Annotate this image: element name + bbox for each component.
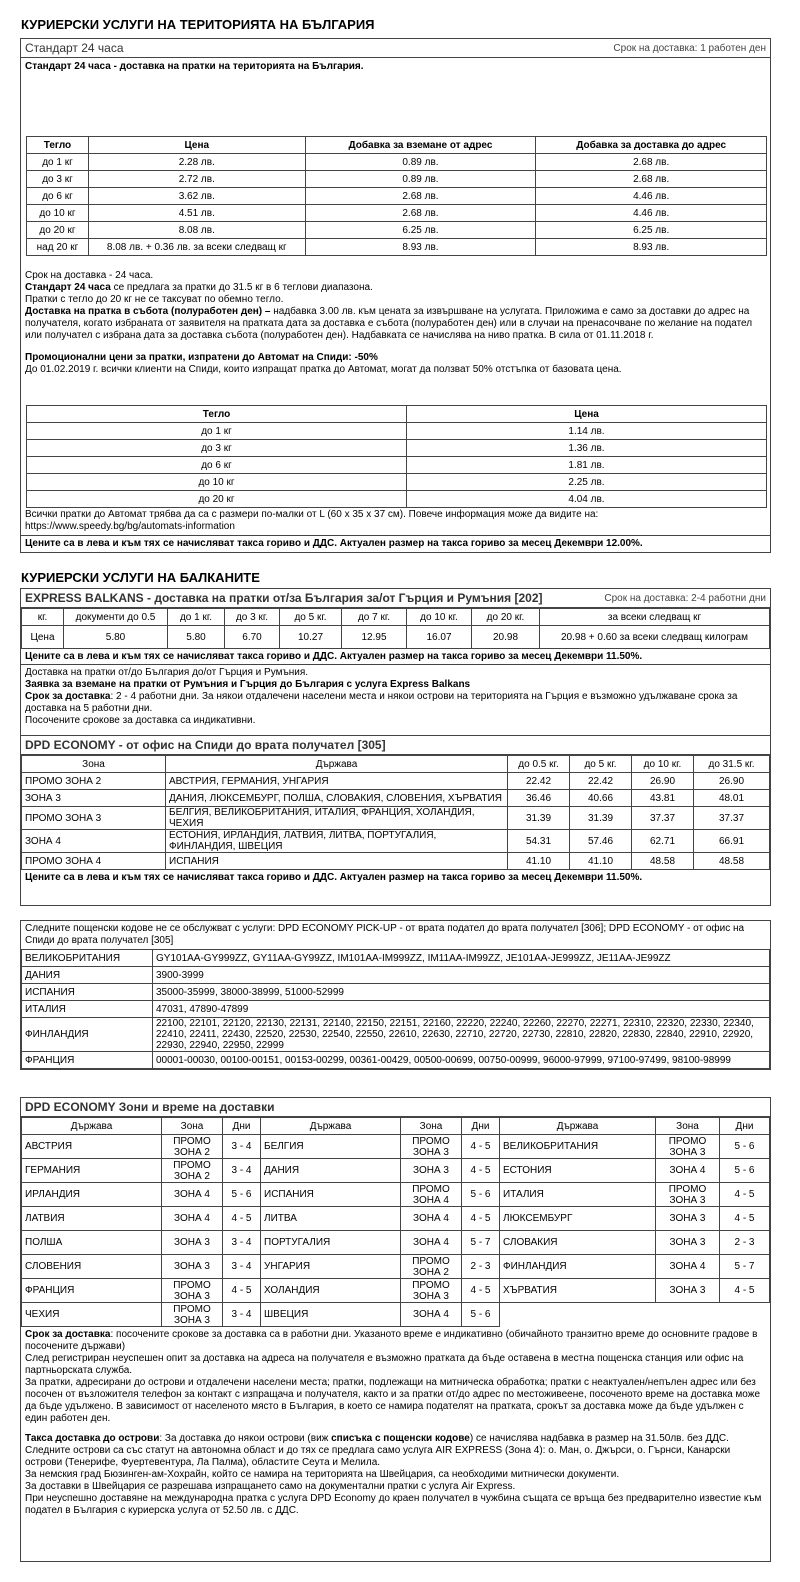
table-cell: ПРОМО ЗОНА 3: [162, 1303, 223, 1327]
table-header-row: [22, 1118, 770, 1135]
table-cell: 5 - 6: [462, 1303, 500, 1327]
table-cell: ХЪРВАТИЯ: [500, 1279, 656, 1303]
table-cell: ЛАТВИЯ: [22, 1207, 162, 1231]
table-cell: 2.68 лв.: [305, 205, 536, 222]
table-cell: 36.46: [508, 790, 570, 807]
table-cell: ЗОНА 3: [401, 1159, 462, 1183]
table-cell: 31.39: [508, 807, 570, 830]
table-cell: 2.68 лв.: [536, 171, 767, 188]
table-cell: 31.39: [570, 807, 632, 830]
promo-title: Промоционални цени за пратки, изпратени до Автомат на Спиди: -50%: [25, 352, 378, 363]
table-cell: 4 - 5: [720, 1279, 770, 1303]
automats-link[interactable]: https://www.speedy.bg/bg/automats-information: [25, 521, 235, 532]
column-header: Тегло: [27, 406, 407, 423]
table-cell: ЗОНА 3: [656, 1279, 720, 1303]
column-header: Държава: [22, 1118, 162, 1135]
table-header-row: [22, 756, 770, 773]
table-row: [27, 222, 767, 239]
table-cell: 2.72 лв.: [88, 171, 305, 188]
table-cell: 6.25 лв.: [305, 222, 536, 239]
column-header: до 5 кг.: [280, 609, 342, 626]
table-cell: 2.28 лв.: [88, 154, 305, 171]
table-cell: Цена: [22, 626, 64, 649]
excluded-intro: Следните пощенски кодове не се обслужват с услуги: DPD ECONOMY PICK-UP - от врата подател до врата получател [306]; DPD ECONOMY - от офис на Спиди до врата получател [305]: [25, 923, 745, 946]
column-header: документи до 0.5: [64, 609, 168, 626]
table-cell: ВЕЛИКОБРИТАНИЯ: [22, 950, 153, 967]
table-cell: ИСПАНИЯ: [261, 1183, 401, 1207]
table-cell: над 20 кг: [27, 239, 89, 256]
column-header: Държава: [166, 756, 508, 773]
table-cell: ЗОНА 4: [162, 1183, 223, 1207]
eb-delivery-term: Срок на доставка: 2-4 работни дни: [604, 592, 766, 604]
table-cell: ЛИТВА: [261, 1207, 401, 1231]
table-row: [22, 1135, 770, 1159]
table-cell: ПОЛША: [22, 1231, 162, 1255]
table-cell: до 1 кг: [27, 423, 407, 440]
column-header: до 5 кг.: [570, 756, 632, 773]
table-cell: до 6 кг: [27, 188, 89, 205]
table-cell: ПРОМО ЗОНА 3: [656, 1135, 720, 1159]
de-title: DPD ECONOMY - от офис на Спиди до врата получател [305]: [25, 738, 386, 752]
table-cell: 47031, 47890-47899: [153, 1001, 770, 1018]
column-header: Цена: [88, 137, 305, 154]
table-row: [22, 967, 770, 984]
table-cell: ЗОНА 4: [401, 1231, 462, 1255]
table-cell: 1.81 лв.: [407, 457, 767, 474]
table-row: [22, 853, 770, 870]
table-cell: ПРОМО ЗОНА 2: [22, 773, 166, 790]
section-title-bulgaria: КУРИЕРСКИ УСЛУГИ НА ТЕРИТОРИЯТА НА БЪЛГАРИЯ: [21, 17, 375, 32]
table-cell: 1.36 лв.: [407, 440, 767, 457]
table-cell: 4 - 5: [720, 1207, 770, 1231]
table-row: [22, 1231, 770, 1255]
table-cell: 5 - 6: [223, 1183, 261, 1207]
table-cell: 8.93 лв.: [536, 239, 767, 256]
table-cell: ФИНЛАНДИЯ: [22, 1018, 153, 1052]
table-cell: до 3 кг: [27, 440, 407, 457]
express-balkans-table: [21, 608, 770, 649]
eb-title: EXPRESS BALKANS - доставка на пратки от/за България за/от Гърция и Румъния [202]: [25, 591, 543, 605]
table-cell: 48.01: [694, 790, 770, 807]
table-cell: 4 - 5: [223, 1279, 261, 1303]
table-header-row: [27, 406, 767, 423]
zones-title: DPD ECONOMY Зони и време на доставки: [25, 1100, 275, 1114]
table-cell: ПОРТУГАЛИЯ: [261, 1231, 401, 1255]
note-line: Срок на доставка - 24 часа.: [25, 270, 154, 281]
table-cell: ВЕЛИКОБРИТАНИЯ: [500, 1135, 656, 1159]
table-cell: 20.98: [472, 626, 540, 649]
zones-notes: Срок за доставка: посочените срокове за доставка са в работни дни. Указаното време е индикативно (обичайното транзитно време до основните градове в посочените държави) След регистриран неуспешен опит за доставка на адреса на получателя е възможно пратката да бъде оставена в местна пощенска станция или офис на партньорската служба. За пратки, адресирани до острови и отдалечени населени места; пратки, подлежащи на митническа обработка; пратки с неактуален/непълен адрес или без посочен от възложителя телефон за контакт с изпращача и получателя, както и за пратки от/до адрес по местоживеене, посоченото време на доставка може да бъде удължено. В зависимост от населеното място в България, в което се намира подателят на пратката, срокът за доставка може да бъде удължен с един работен ден. Такса доставка до острови: За доставка до някои острови (виж списъка с пощенски кодове) се начислява надбавка в размер на 31.50лв. без ДДС. Следните острови са със статут на автономна област и до тях се предлага само услуга AIR EXPRESS (Зона 4): о. Ман, о. Джърси, о. Гърнси, Канарски острови (Тенерифе, Фуертевентура, Ла Палма), областите Сеута и Мелила. За немския град Бюзинген-ам-Хохрайн, който се намира на територията на Швейцария, са необходими митнически документи. За доставки в Швейцария се разрешава изпращането само на документални пратки с услуга Air Express. При неуспешно доставяне на международна пратка с услуга DPD Economy до краен получател в чужбина същата се връща без предварително известие към подател в България с куриерска услуга от 52.50 лв. с ДДС.: [25, 1329, 762, 1516]
column-header: Дни: [462, 1118, 500, 1135]
table-row: [27, 188, 767, 205]
table-cell: 16.07: [407, 626, 472, 649]
table-cell: 00001-00030, 00100-00151, 00153-00299, 00361-00429, 00500-00699, 00750-00999, 96000-97999, 97100-97499, 98100-98999: [153, 1052, 770, 1069]
table-cell: ХОЛАНДИЯ: [261, 1279, 401, 1303]
table-cell: 2 - 3: [462, 1255, 500, 1279]
table-row: [27, 205, 767, 222]
table-cell: 3900-3999: [153, 967, 770, 984]
table-header-row: [27, 137, 767, 154]
table-cell: 5 - 7: [720, 1255, 770, 1279]
table-cell: ЗОНА 3: [656, 1207, 720, 1231]
table-cell: ПРОМО ЗОНА 3: [22, 807, 166, 830]
table-row: [22, 1159, 770, 1183]
table-cell: 48.58: [632, 853, 694, 870]
table-cell: 4 - 5: [720, 1183, 770, 1207]
table-cell: 4 - 5: [462, 1159, 500, 1183]
table-cell: ЗОНА 3: [22, 790, 166, 807]
table-row: [22, 807, 770, 830]
excluded-postcodes-table: [21, 949, 770, 1069]
table-cell: 54.31: [508, 830, 570, 853]
table-cell: ФИНЛАНДИЯ: [500, 1255, 656, 1279]
table-cell: 0.89 лв.: [305, 171, 536, 188]
table-cell: ПРОМО ЗОНА 3: [656, 1183, 720, 1207]
standard-24-box: [20, 38, 771, 553]
table-cell: 20.98 + 0.60 за всеки следващ килограм: [540, 626, 770, 649]
column-header: Зона: [401, 1118, 462, 1135]
column-header: Дни: [223, 1118, 261, 1135]
table-row: [22, 984, 770, 1001]
table-row: [22, 773, 770, 790]
express-balkans-header: [21, 589, 770, 608]
table-cell: 4 - 5: [462, 1207, 500, 1231]
table-cell: СЛОВАКИЯ: [500, 1231, 656, 1255]
table-cell: 5 - 6: [462, 1183, 500, 1207]
table-row: [22, 1255, 770, 1279]
standard-24-notes: [21, 268, 774, 378]
table-cell: до 1 кг: [27, 154, 89, 171]
table-cell: ПРОМО ЗОНА 3: [401, 1279, 462, 1303]
dpd-zones-box: [20, 1097, 771, 1562]
table-cell: 1.14 лв.: [407, 423, 767, 440]
table-row: [27, 154, 767, 171]
table-row: [22, 1183, 770, 1207]
column-header: до 10 кг.: [407, 609, 472, 626]
table-row: [27, 239, 767, 256]
table-row: [22, 1001, 770, 1018]
table-cell: ЗОНА 4: [22, 830, 166, 853]
column-header: Дни: [720, 1118, 770, 1135]
column-header: до 0.5 кг.: [508, 756, 570, 773]
table-cell: 4 - 5: [462, 1279, 500, 1303]
table-cell: 8.08 лв. + 0.36 лв. за всеки следващ кг: [88, 239, 305, 256]
standard-24-intro: Стандарт 24 часа - доставка на пратки на територията на България.: [25, 61, 364, 72]
column-header: Зона: [22, 756, 166, 773]
dpd-zones-header: [21, 1098, 770, 1117]
promo-table: [26, 405, 767, 508]
column-header: Държава: [261, 1118, 401, 1135]
table-cell: 41.10: [508, 853, 570, 870]
table-cell: 6.25 лв.: [536, 222, 767, 239]
note-line: Стандарт 24 часа се предлага за пратки до 31.5 кг в 6 теглови диапазона.: [25, 282, 373, 293]
table-cell: до 20 кг: [27, 491, 407, 508]
table-cell: ШВЕЦИЯ: [261, 1303, 401, 1327]
table-cell: до 10 кг: [27, 474, 407, 491]
column-header: за всеки следващ кг: [540, 609, 770, 626]
table-cell: ЗОНА 3: [162, 1255, 223, 1279]
table-cell: 26.90: [632, 773, 694, 790]
table-cell: 40.66: [570, 790, 632, 807]
table-cell: ЗОНА 3: [656, 1231, 720, 1255]
table-cell: 12.95: [342, 626, 407, 649]
table-cell: 22100, 22101, 22120, 22130, 22131, 22140, 22150, 22151, 22160, 22220, 22240, 22260, 22270, 22271, 22310, 22320, 22330, 22340, 22410, 22411, 22430, 22520, 22530, 22540, 22550, 22610, 22630, 22710, 22720, 22730, 22810, 22820, 22830, 22840, 22910, 22920, 22930, 22940, 22950, 22999: [153, 1018, 770, 1052]
table-cell: ИСПАНИЯ: [22, 984, 153, 1001]
table-cell: 5.80: [168, 626, 225, 649]
promo-text: До 01.02.2019 г. всички клиенти на Спиди, които изпращат пратка до Автомат, могат да ползват 50% отстъпка от базовата цена.: [25, 364, 622, 375]
delivery-term: Срок на доставка: 1 работен ден: [613, 42, 766, 54]
note-line: Доставка на пратка в събота (полуработен ден) – надбавка 3.00 лв. към цената за извършване на услугата. Приложима е само за доставки до адрес на получателя, когато избраната от заявителя на пратката дата за доставка е събота (полуработен ден) или в случаи на пренасочване по желание на подател или получател с избрана дата за доставка събота (полуработен ден). Надбавката се начислява на ниво пратка. В сила от 01.11.2018 г.: [25, 306, 753, 341]
table-row: [27, 491, 767, 508]
column-header: до 31.5 кг.: [694, 756, 770, 773]
standard-24-table: [26, 136, 767, 256]
table-header-row: [22, 609, 770, 626]
table-cell: ПРОМО ЗОНА 4: [401, 1183, 462, 1207]
table-cell: ДАНИЯ, ЛЮКСЕМБУРГ, ПОЛША, СЛОВАКИЯ, СЛОВЕНИЯ, ХЪРВАТИЯ: [166, 790, 508, 807]
table-row: [22, 1303, 770, 1327]
table-cell: до 3 кг: [27, 171, 89, 188]
table-cell: 37.37: [632, 807, 694, 830]
table-cell: 48.58: [694, 853, 770, 870]
express-balkans-box: [20, 588, 771, 906]
table-cell: 2.68 лв.: [305, 188, 536, 205]
table-cell: 4.51 лв.: [88, 205, 305, 222]
excluded-postcodes-box: [20, 920, 771, 1070]
column-header: Държава: [500, 1118, 656, 1135]
column-header: до 3 кг.: [225, 609, 280, 626]
table-cell: 4.46 лв.: [536, 205, 767, 222]
table-cell: ЧЕХИЯ: [22, 1303, 162, 1327]
table-cell: АВСТРИЯ: [22, 1135, 162, 1159]
table-cell: ЛЮКСЕМБУРГ: [500, 1207, 656, 1231]
column-header: до 1 кг.: [168, 609, 225, 626]
table-cell: GY101AA-GY999ZZ, GY11AA-GY99ZZ, IM101AA-IM999ZZ, IM11AA-IM99ZZ, JE101AA-JE999ZZ, JE11AA-JE99ZZ: [153, 950, 770, 967]
table-cell: ЕСТОНИЯ, ИРЛАНДИЯ, ЛАТВИЯ, ЛИТВА, ПОРТУГАЛИЯ, ФИНЛАНДИЯ, ШВЕЦИЯ: [166, 830, 508, 853]
box-title: Стандарт 24 часа: [25, 41, 124, 55]
table-cell: ИРЛАНДИЯ: [22, 1183, 162, 1207]
table-cell: ПРОМО ЗОНА 2: [162, 1135, 223, 1159]
table-cell: 3 - 4: [223, 1303, 261, 1327]
table-cell: до 20 кг: [27, 222, 89, 239]
column-header: кг.: [22, 609, 64, 626]
table-cell: 2.68 лв.: [536, 154, 767, 171]
table-cell: 2 - 3: [720, 1231, 770, 1255]
section-title-balkans: КУРИЕРСКИ УСЛУГИ НА БАЛКАНИТЕ: [21, 570, 260, 585]
table-cell: 5.80: [64, 626, 168, 649]
table-cell: 2.25 лв.: [407, 474, 767, 491]
table-cell: [720, 1303, 770, 1327]
table-cell: ПРОМО ЗОНА 2: [162, 1159, 223, 1183]
column-header: до 20 кг.: [472, 609, 540, 626]
table-cell: 22.42: [508, 773, 570, 790]
eb-notes: Доставка на пратки от/до България до/от Гърция и Румъния. Заявка за вземане на пратки от Румъния и Гърция до България с услуга Express Balkans Срок за доставка: 2 - 4 работни дни. За някои отдалечени населени места и някои острови на територията на Гърция е възможно удължаване срока за доставка на 5 работни дни. Посочените срокове за доставка са индикативни.: [21, 664, 770, 735]
table-cell: до 10 кг: [27, 205, 89, 222]
table-cell: 8.08 лв.: [88, 222, 305, 239]
table-row: [27, 423, 767, 440]
table-cell: ЗОНА 4: [656, 1159, 720, 1183]
table-cell: ЗОНА 4: [401, 1207, 462, 1231]
table-row: [22, 626, 770, 649]
table-cell: ПРОМО ЗОНА 3: [162, 1279, 223, 1303]
table-cell: ГЕРМАНИЯ: [22, 1159, 162, 1183]
table-cell: ФРАНЦИЯ: [22, 1052, 153, 1069]
column-header: Добавка за доставка до адрес: [536, 137, 767, 154]
table-cell: ИСПАНИЯ: [166, 853, 508, 870]
dpd-economy-header: [21, 735, 770, 755]
column-header: Зона: [656, 1118, 720, 1135]
table-cell: 4 - 5: [462, 1135, 500, 1159]
table-cell: 0.89 лв.: [305, 154, 536, 171]
table-cell: 8.93 лв.: [305, 239, 536, 256]
table-cell: ЗОНА 4: [401, 1303, 462, 1327]
table-cell: ПРОМО ЗОНА 4: [22, 853, 166, 870]
table-cell: 57.46: [570, 830, 632, 853]
table-cell: ЗОНА 4: [162, 1207, 223, 1231]
table-cell: 10.27: [280, 626, 342, 649]
table-cell: 41.10: [570, 853, 632, 870]
table-cell: ПРОМО ЗОНА 2: [401, 1255, 462, 1279]
table-cell: ИТАЛИЯ: [500, 1183, 656, 1207]
column-header: до 10 кг.: [632, 756, 694, 773]
promo-note: Всички пратки до Автомат трябва да са с размери по-малки от L (60 х 35 х 37 см). Повече информация може да видите на: https://www.speedy.bg/bg/automats-information: [21, 509, 774, 535]
table-cell: ЕСТОНИЯ: [500, 1159, 656, 1183]
table-cell: ЗОНА 3: [162, 1231, 223, 1255]
table-cell: ПРОМО ЗОНА 3: [401, 1135, 462, 1159]
table-row: [27, 474, 767, 491]
zones-table: [21, 1117, 770, 1327]
table-cell: 3 - 4: [223, 1231, 261, 1255]
table-cell: 35000-35999, 38000-38999, 51000-52999: [153, 984, 770, 1001]
fuel-fee-note: Цените са в лева и към тях се начисляват такса гориво и ДДС. Актуален размер на такса гориво за месец Декември 12.00%.: [21, 535, 770, 551]
table-cell: 37.37: [694, 807, 770, 830]
table-cell: [500, 1303, 656, 1327]
column-header: Тегло: [27, 137, 89, 154]
table-row: [27, 440, 767, 457]
table-cell: 5 - 6: [720, 1135, 770, 1159]
table-row: [22, 1018, 770, 1052]
table-cell: 3 - 4: [223, 1159, 261, 1183]
column-header: Зона: [162, 1118, 223, 1135]
table-row: [27, 457, 767, 474]
table-cell: 43.81: [632, 790, 694, 807]
table-cell: ДАНИЯ: [261, 1159, 401, 1183]
table-cell: 3 - 4: [223, 1255, 261, 1279]
table-row: [22, 1279, 770, 1303]
dpd-economy-table: [21, 755, 770, 870]
postcodes-link[interactable]: списъка с пощенски кодове: [331, 1433, 470, 1444]
table-cell: 66.91: [694, 830, 770, 853]
note-line: Пратки с тегло до 20 кг не се таксуват по обемно тегло.: [25, 294, 284, 305]
standard-24-header: [21, 39, 770, 58]
table-cell: 26.90: [694, 773, 770, 790]
table-row: [22, 830, 770, 853]
table-cell: 3 - 4: [223, 1135, 261, 1159]
table-cell: 5 - 7: [462, 1231, 500, 1255]
table-row: [22, 1052, 770, 1069]
table-row: [22, 950, 770, 967]
column-header: до 7 кг.: [342, 609, 407, 626]
table-cell: ЗОНА 4: [656, 1255, 720, 1279]
table-cell: БЕЛГИЯ, ВЕЛИКОБРИТАНИЯ, ИТАЛИЯ, ФРАНЦИЯ, ХОЛАНДИЯ, ЧЕХИЯ: [166, 807, 508, 830]
table-cell: до 6 кг: [27, 457, 407, 474]
table-cell: 4 - 5: [223, 1207, 261, 1231]
table-cell: ДАНИЯ: [22, 967, 153, 984]
column-header: Добавка за вземане от адрес: [305, 137, 536, 154]
table-row: [27, 171, 767, 188]
table-cell: ИТАЛИЯ: [22, 1001, 153, 1018]
table-cell: БЕЛГИЯ: [261, 1135, 401, 1159]
table-row: [22, 790, 770, 807]
eb-fuel-note: Цените са в лева и към тях се начисляват такса гориво и ДДС. Актуален размер на такса гориво за месец Декември 11.50%.: [25, 651, 643, 662]
table-cell: 22.42: [570, 773, 632, 790]
table-cell: 4.46 лв.: [536, 188, 767, 205]
table-cell: 4.04 лв.: [407, 491, 767, 508]
table-cell: УНГАРИЯ: [261, 1255, 401, 1279]
table-cell: 3.62 лв.: [88, 188, 305, 205]
table-cell: ФРАНЦИЯ: [22, 1279, 162, 1303]
table-cell: [656, 1303, 720, 1327]
table-cell: СЛОВЕНИЯ: [22, 1255, 162, 1279]
table-cell: АВСТРИЯ, ГЕРМАНИЯ, УНГАРИЯ: [166, 773, 508, 790]
table-cell: 5 - 6: [720, 1159, 770, 1183]
table-cell: 6.70: [225, 626, 280, 649]
de-fuel-note: Цените са в лева и към тях се начисляват такса гориво и ДДС. Актуален размер на такса гориво за месец Декември 11.50%.: [25, 872, 643, 883]
table-cell: 62.71: [632, 830, 694, 853]
table-row: [22, 1207, 770, 1231]
column-header: Цена: [407, 406, 767, 423]
